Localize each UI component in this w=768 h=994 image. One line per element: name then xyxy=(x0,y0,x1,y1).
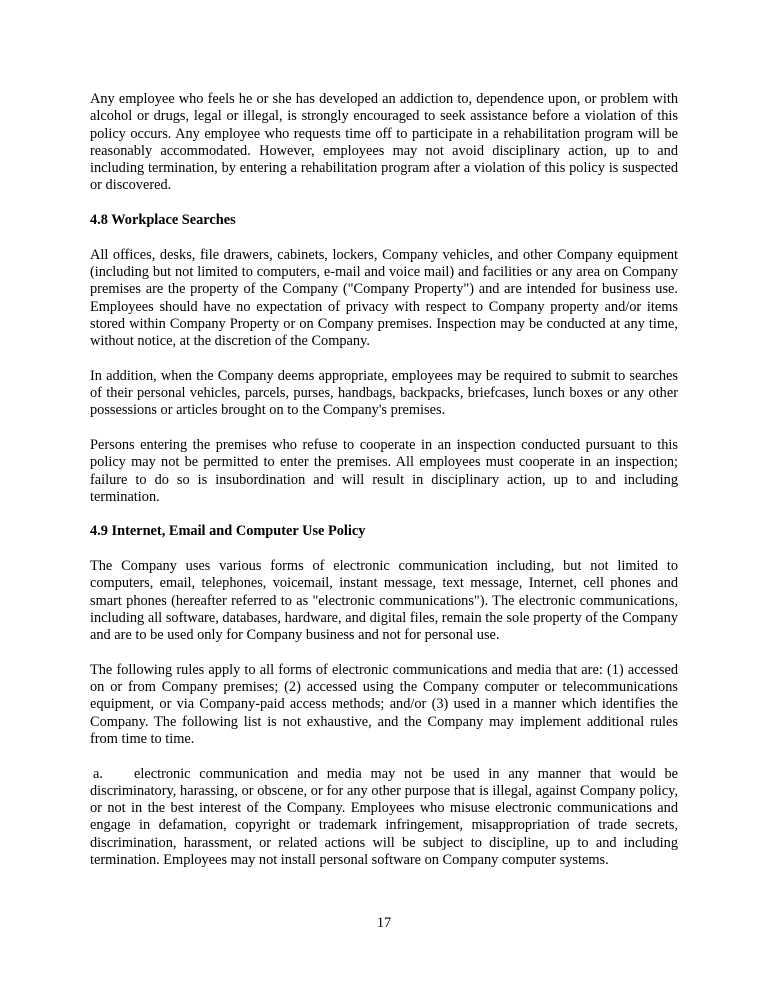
paragraph-rules-apply: The following rules apply to all forms of electronic communications and media that are: (1) accessed on or from Company premises; (2) accessed using the Company computer or telecommunications equipment, or via Company-paid access methods; and/or (3) used in a manner which identifies the Company. The following list is not exhaustive, and the Company may implement additional rules from time to time. xyxy=(90,661,678,747)
list-item-a-text: electronic communication and media may not be used in any manner that would be discriminatory, harassing, or obscene, or for any other purpose that is illegal, against Company policy, or not in the best interest of the Company. Employees who misuse electronic communications and engage in defamation, copyright or trademark infringement, misappropriation of trade secrets, discrimination, harassment, or related actions will be subject to discipline, up to and including termination. Employees may not install personal software on Company computer systems. xyxy=(90,765,678,869)
section-heading-4-8: 4.8 Workplace Searches xyxy=(90,212,236,229)
section-heading-4-9: 4.9 Internet, Email and Computer Use Policy xyxy=(90,523,366,540)
document-body xyxy=(90,91,678,869)
paragraph-rehabilitation: Any employee who feels he or she has developed an addiction to, dependence upon, or problem with alcohol or drugs, legal or illegal, is strongly encouraged to seek assistance before a violation of this policy occurs. Any employee who requests time off to participate in a rehabilitation program will be reasonably accommodated. However, employees may not avoid disciplinary action, up to and including termination, by entering a rehabilitation program after a violation of this policy is suspected or discovered. xyxy=(90,91,678,194)
paragraph-company-property: All offices, desks, file drawers, cabinets, lockers, Company vehicles, and other Company equipment (including but not limited to computers, e-mail and voice mail) and facilities or any area on Company premises are the property of the Company ("Company Property") and are intended for business use. Employees should have no expectation of privacy with respect to Company property and/or items stored within Company Property or on Company premises. Inspection may be conducted at any time, without notice, at the discretion of the Company. xyxy=(90,246,678,350)
list-item-a xyxy=(90,766,678,870)
paragraph-cooperation: Persons entering the premises who refuse to cooperate in an inspection conducted pursuant to this policy may not be permitted to enter the premises. All employees must cooperate in an inspection; failure to do so is insubordination and will result in disciplinary action, up to and including termination. xyxy=(90,436,678,505)
paragraph-electronic-communications: The Company uses various forms of electronic communication including, but not limited to computers, email, telephones, voicemail, instant message, text message, Internet, cell phones and smart phones (hereafter referred to as "electronic communications"). The electronic communications, including all software, databases, hardware, and digital files, remain the sole property of the Company and are to be used only for Company business and not for personal use. xyxy=(90,558,678,644)
paragraph-personal-searches: In addition, when the Company deems appropriate, employees may be required to submit to searches of their personal vehicles, parcels, purses, handbags, backpacks, briefcases, lunch boxes or any other possessions or articles brought on to the Company's premises. xyxy=(90,367,678,419)
list-marker-a: a. xyxy=(93,765,103,782)
page-number: 17 xyxy=(376,915,392,931)
